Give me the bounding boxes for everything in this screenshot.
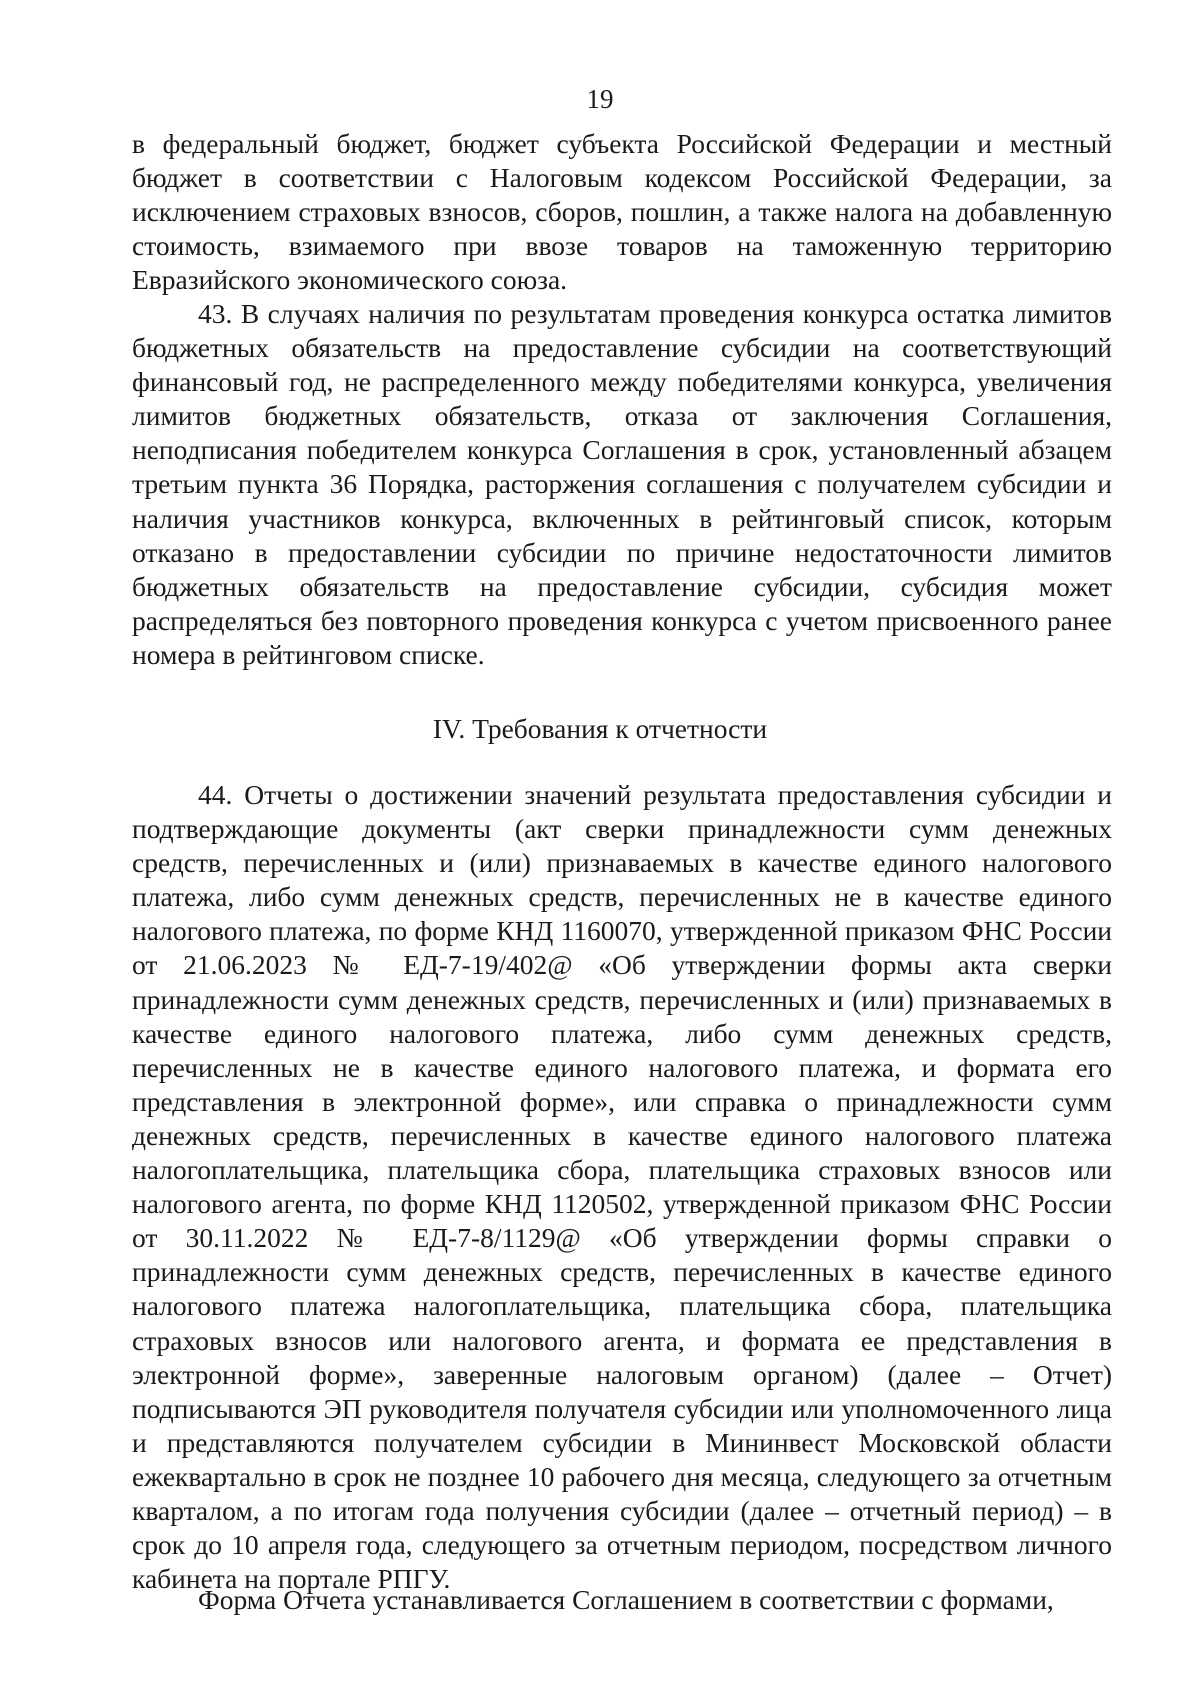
paragraph-item-43: 43. В случаях наличия по результатам проведения конкурса остатка лимитов бюджетных обязательств на предоставление субсидии на соответствующий финансовый год, не распределенного между победителями конкурса, увеличения лимитов бюджетных обязательств, отказа от заключения Соглашения, неподписания победителем конкурса Соглашения в срок, установленный абзацем третьим пункта 36 Порядка, расторжения соглашения с получателем субсидии и наличия участников конкурса, включенных в рейтинговый список, которым отказано в предоставлении субсидии по причине недостаточности лимитов бюджетных обязательств на предоставление субсидии, субсидия может распределяться без повторного проведения конкурса с учетом присвоенного ранее номера в рейтинговом списке. bbox=[132, 298, 1112, 670]
section-heading: IV. Требования к отчетности bbox=[432, 713, 768, 744]
paragraph-report-form: Форма Отчета устанавливается Соглашением в соответствии с формами, bbox=[198, 1584, 1054, 1615]
paragraph-continuation: в федеральный бюджет, бюджет субъекта Российской Федерации и местный бюджет в соответствии с Налоговым кодексом Российской Федерации, за исключением страховых взносов, сборов, пошлин, а также налога на добавленную стоимость, взимаемого при ввозе товаров на таможенную территорию Евразийского экономического союза. bbox=[132, 128, 1112, 296]
page-number: 19 bbox=[586, 84, 614, 114]
paragraph-item-44: 44. Отчеты о достижении значений результата предоставления субсидии и подтверждающие документы (акт сверки принадлежности сумм денежных средств, перечисленных и (или) признаваемых в качестве единого налогового платежа, либо сумм денежных средств, перечисленных не в качестве единого налогового платежа, по форме КНД 1160070, утвержденной приказом ФНС России от 21.06.2023 № ЕД-7-19/402@ «Об утверждении формы акта сверки принадлежности сумм денежных средств, перечисленных и (или) признаваемых в качестве единого налогового платежа, либо сумм денежных средств, перечисленных не в качестве единого налогового платежа, и формата его представления в электронной форме», или справка о принадлежности сумм денежных средств, перечисленных в качестве единого налогового платежа налогоплательщика, плательщика сбора, плательщика страховых взносов или налогового агента, по форме КНД 1120502, утвержденной приказом ФНС России от 30.11.2022 № ЕД-7-8/1129@ «Об утверждении формы справки о принадлежности сумм денежных средств, перечисленных в качестве единого налогового платежа налогоплательщика, плательщика сбора, плательщика страховых взносов или налогового агента, и формата ее представления в электронной форме», заверенные налоговым органом) (далее – Отчет) подписываются ЭП руководителя получателя субсидии или уполномоченного лица и представляются получателем субсидии в Мининвест Московской области ежеквартально в срок не позднее 10 рабочего дня месяца, следующего за отчетным кварталом, а по итогам года получения субсидии (далее – отчетный период) – в срок до 10 апреля года, следующего за отчетным периодом, посредством личного кабинета на портале РПГУ. bbox=[132, 779, 1112, 1595]
